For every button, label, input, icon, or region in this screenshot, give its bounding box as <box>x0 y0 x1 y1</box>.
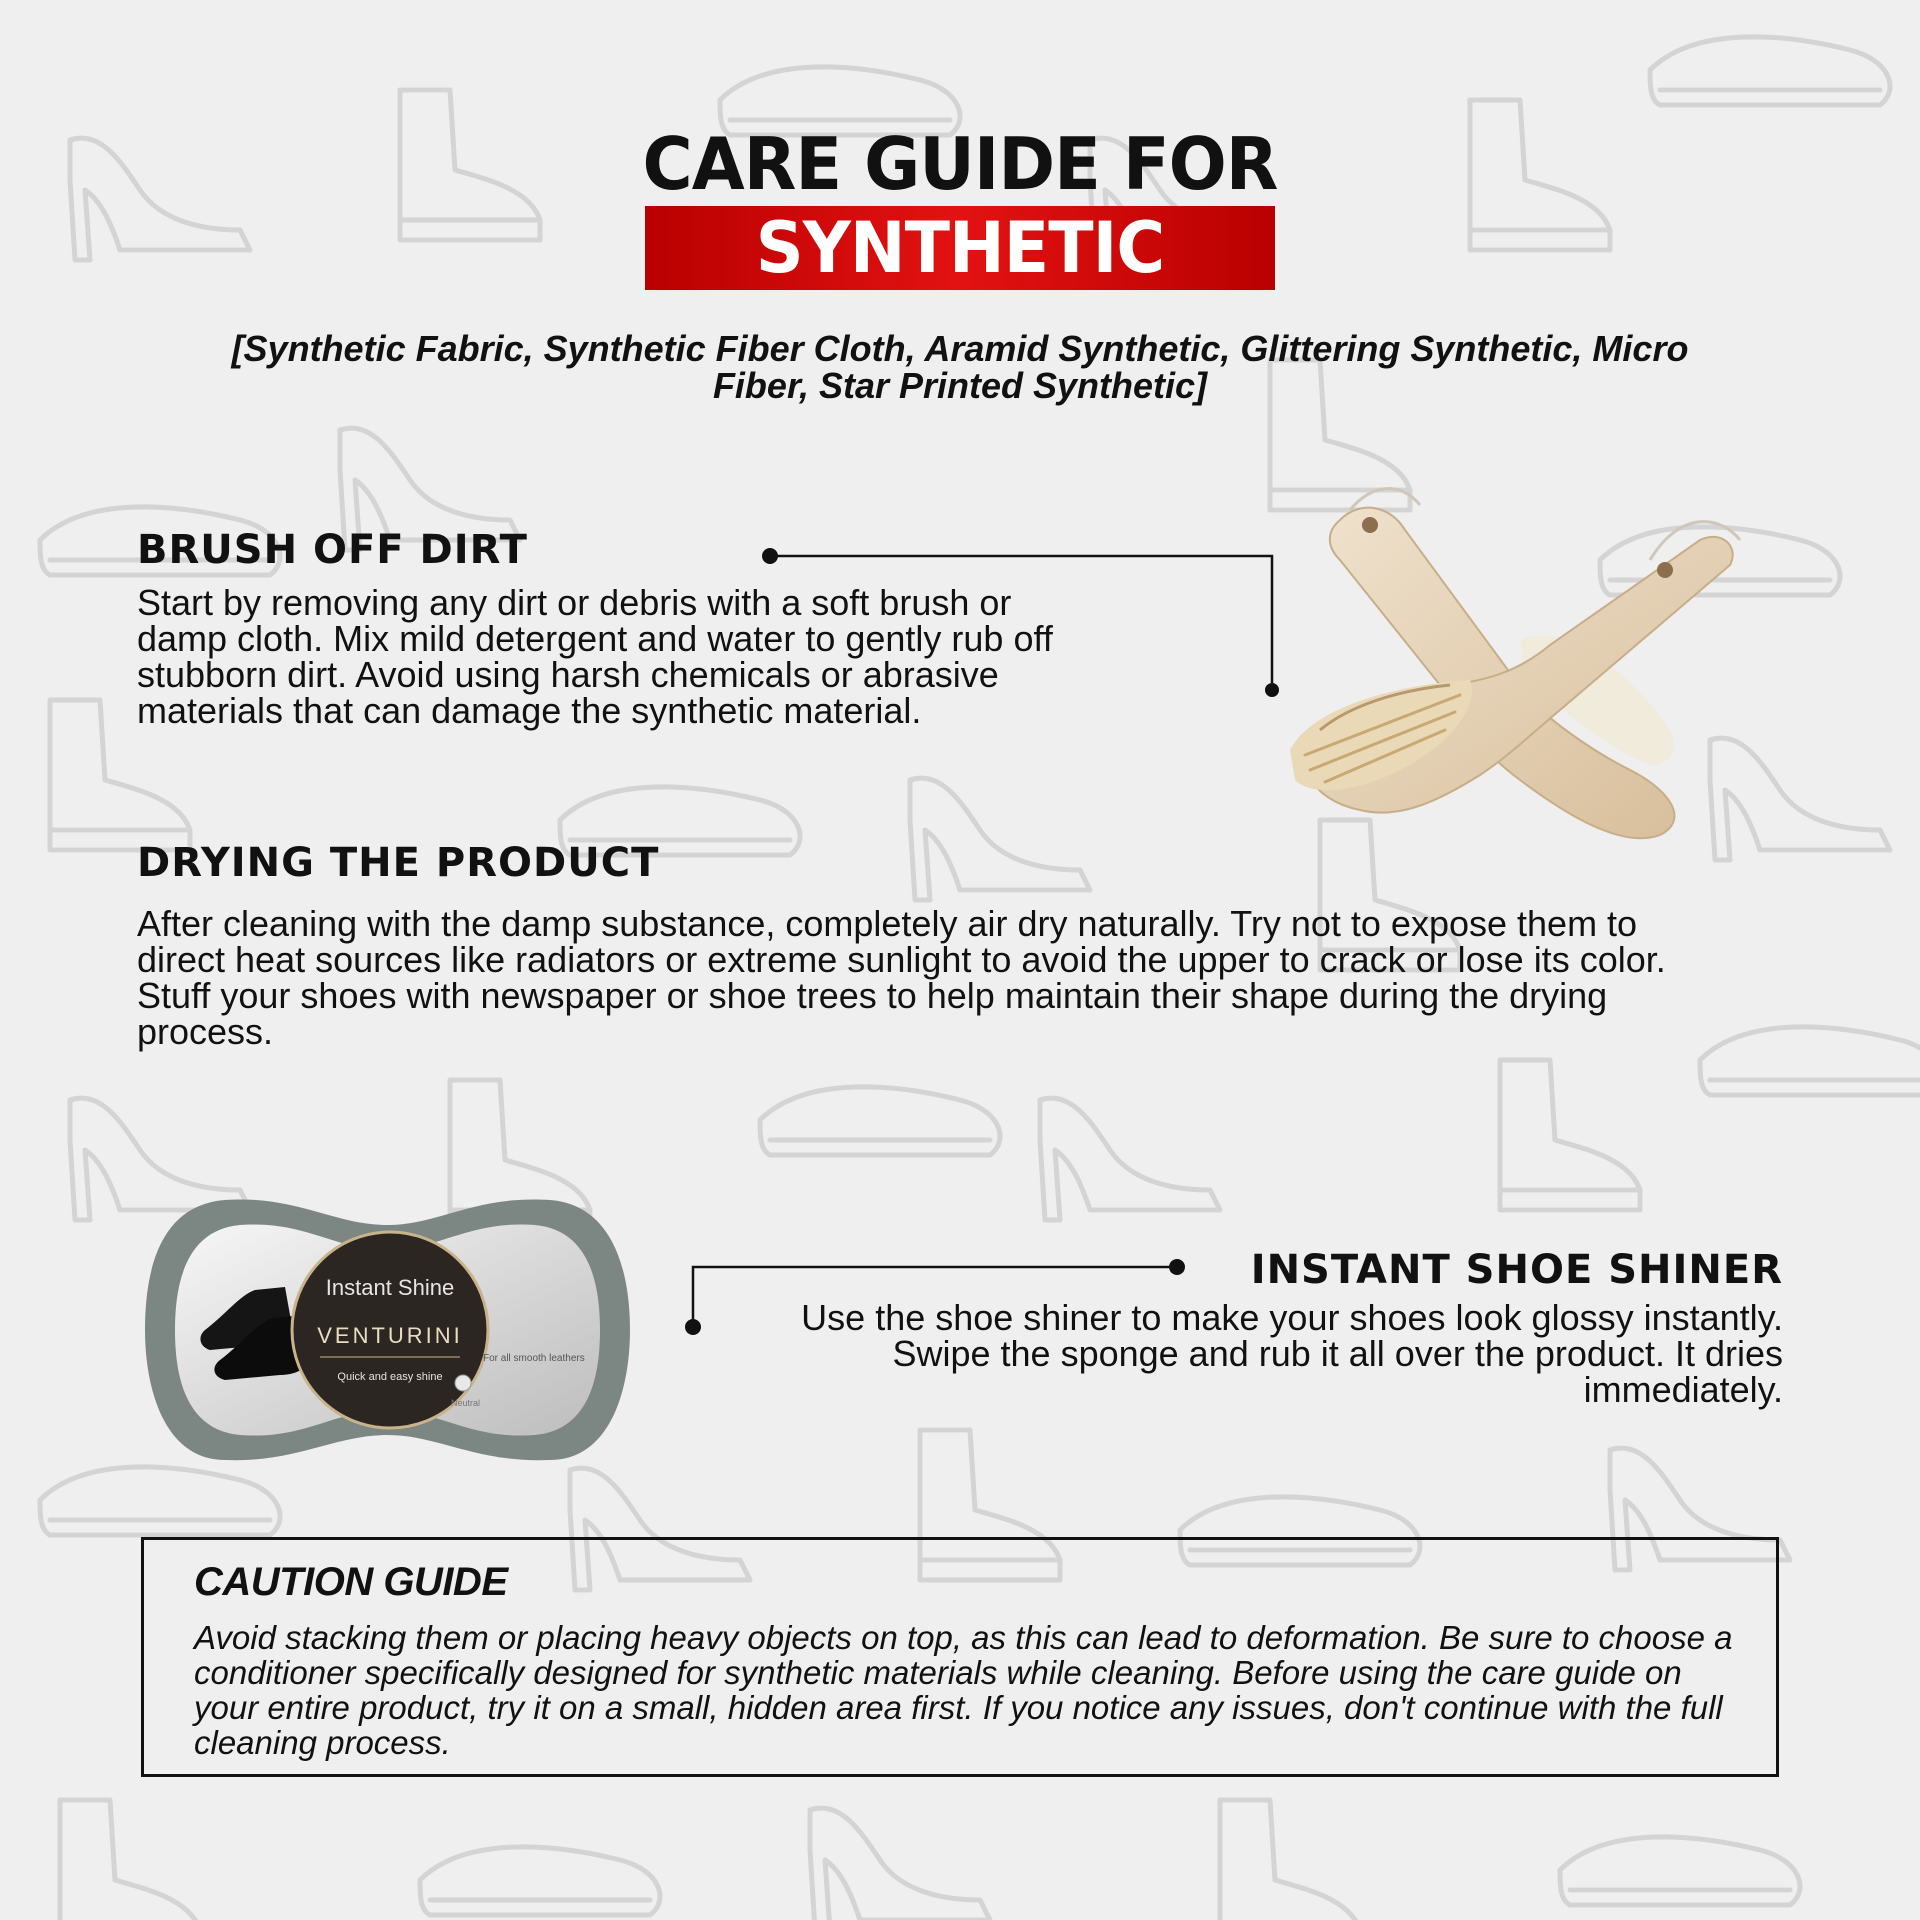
page-title: CARE GUIDE FOR <box>642 122 1278 206</box>
product-brand: VENTURINI <box>317 1323 463 1348</box>
shiner-section-body: Use the shoe shiner to make your shoes look glossy instantly. Swipe the sponge and rub it all over the product. It dries immediately. <box>801 1297 1783 1410</box>
caution-heading: CAUTION GUIDE <box>194 1560 508 1604</box>
caution-box <box>141 1537 1779 1777</box>
product-label-title: Instant Shine <box>325 1275 455 1300</box>
product-shade: Neutral <box>451 1398 481 1408</box>
drying-section-body: After cleaning with the damp substance, completely air dry naturally. Try not to expose them to direct heat sources like radiators or extreme sunlight to avoid the upper to crack or lose its color. Stuff your shoes with newspaper or shoe trees to help maintain their shape during the drying process. <box>137 903 1666 1052</box>
title-banner <box>645 206 1275 290</box>
materials-list: [Synthetic Fabric, Synthetic Fiber Cloth, Aramid Synthetic, Glittering Synthetic, Micro Fiber, Star Printed Synthetic] <box>231 328 1689 406</box>
shoe-shiner-icon <box>145 1195 630 1465</box>
brush-section-heading: BRUSH OFF DIRT <box>137 527 528 573</box>
drying-section-heading: DRYING THE PRODUCT <box>137 840 660 886</box>
brush-connector-line <box>760 548 1280 698</box>
brush-section-body: Start by removing any dirt or debris with a soft brush or damp cloth. Mix mild detergent and water to gently rub off stubborn dirt. Avoid using harsh chemicals or abrasive materials that can damage the synthetic material. <box>137 582 1053 731</box>
product-side-text: For all smooth leathers <box>483 1353 585 1364</box>
shiner-section-heading: INSTANT SHOE SHINER <box>1250 1247 1783 1293</box>
page-subtitle: SYNTHETIC <box>755 207 1165 289</box>
brush-icon <box>1230 480 1790 860</box>
product-tagline: Quick and easy shine <box>337 1371 443 1383</box>
caution-body: Avoid stacking them or placing heavy objects on top, as this can lead to deformation. Be sure to choose a conditioner specifically designed for synthetic materials while cleaning. Before using the care guide on your entire product, try it on a small, hidden area first. If you notice any issues, don't continue with the full cleaning process. <box>194 1619 1733 1761</box>
